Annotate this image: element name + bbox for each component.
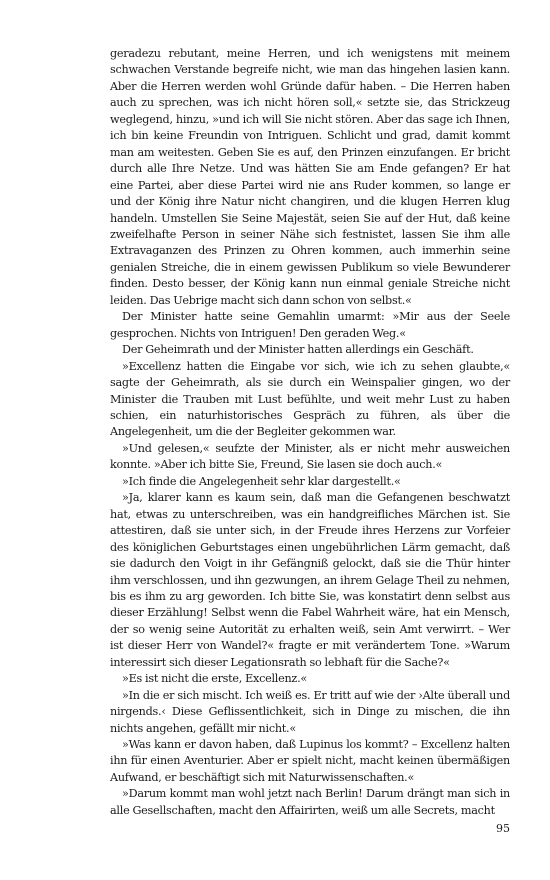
paragraph: »Was kann er davon haben, daß Lupinus los kommt? – Excellenz halten ihn für einen Aventurier. Aber er spielt nicht, macht keinen übermäßigen Aufwand, er beschäftigt sich mit Naturwissenschaften.« [110, 738, 510, 784]
paragraph: »Darum kommt man wohl jetzt nach Berlin! Darum drängt man sich in alle Gesellschaften, macht den Affairirten, weiß um alle Secrets, macht [110, 787, 510, 817]
paragraph: geradezu rebutant, meine Herren, und ich wenigstens mit meinem schwachen Verstande begreife nicht, wie man das hingehen lasien kann. Aber die Herren werden wohl Gründe dafür haben. – Die Herren haben auch zu sprechen, was ich nicht hören soll,« setzte sie, das Strickzeug weglegend, hinzu, »und ich will Sie nicht stören. Aber das sage ich Ihnen, ich bin keine Freundin von Intriguen. Schlicht und grad, damit kommt man am weitesten. Geben Sie es auf, den Prinzen einzufangen. Er bricht durch alle Ihre Netze. Und was hätten Sie am Ende gefangen? Er hat eine Partei, aber diese Partei wird nie ans Ruder kommen, so lange er und der König ihre Natur nicht changiren, und die klugen Herren klug handeln. Umstellen Sie Seine Majestät, seien Sie auf der Hut, daß keine zweifelhafte Person in seiner Nähe sich festnistet, lassen Sie ihm alle Extravaganzen des Prinzen zu Ohren kommen, auch immerhin seine genialen Streiche, die in einem gewissen Publikum so viele Bewunderer finden. Desto besser, der König kann nun einmal geniale Streiche nicht leiden. Das Uebrige macht sich dann schon von selbst.« [110, 47, 510, 307]
paragraph: »Ich finde die Angelegenheit sehr klar dargestellt.« [122, 474, 401, 488]
page-number: 95 [496, 822, 510, 835]
paragraph: Der Geheimrath und der Minister hatten allerdings ein Geschäft. [122, 343, 474, 357]
paragraph: »Excellenz hatten die Eingabe vor sich, wie ich zu sehen glaubte,« sagte der Geheimrath, als sie durch ein Weinspalier gingen, wo der Minister die Trauben mit Lust befühlte, und weit mehr Lust zu haben schien, ein naturhistorisches Gespräch zu führen, als über die Angelegenheit, um die der Begleiter gekommen war. [110, 359, 510, 439]
paragraph: »Und gelesen,« seufzte der Minister, als er nicht mehr ausweichen konnte. »Aber ich bitte Sie, Freund, Sie lasen sie doch auch.« [110, 441, 510, 472]
paragraph: »Es ist nicht die erste, Excellenz.« [122, 672, 307, 686]
paragraph: »Ja, klarer kann es kaum sein, daß man die Gefangenen beschwatzt hat, etwas zu unterschreiben, was ein handgreifliches Märchen ist. Sie attestiren, daß sie unter sich, in der Freude ihres Herzens zur Vorfeier des königlichen Geburtstages einen ungebührlichen Lärm gemacht, daß sie dadurch den Voigt in ihr Gefängniß gelockt, daß sie die Thür hinter ihm verschlossen, und ihn gezwungen, an ihrem Gelage Theil zu nehmen, bis es ihm zu arg geworden. Ich bitte Sie, was konstatirt denn selbst aus dieser Erzählung! Selbst wenn die Fabel Wahrheit wäre, hat ein Mensch, der so wenig seine Autorität zu erhalten weiß, sein Amt verwirrt. – Wer ist dieser Herr von Wandel?« fragte er mit verändertem Tone. »Warum interessirt sich dieser Legationsrath so lebhaft für die Sache?« [110, 491, 510, 669]
paragraph: Der Minister hatte seine Gemahlin umarmt: »Mir aus der Seele gesprochen. Nichts von Intriguen! Den geraden Weg.« [110, 310, 510, 340]
body-text [110, 46, 510, 819]
paragraph: »In die er sich mischt. Ich weiß es. Er tritt auf wie der ›Alte überall und nirgends.‹ Diese Geflissentlichkeit, sich in Dinge zu mischen, die ihn nichts angehen, gefällt mir nicht.« [110, 688, 510, 735]
